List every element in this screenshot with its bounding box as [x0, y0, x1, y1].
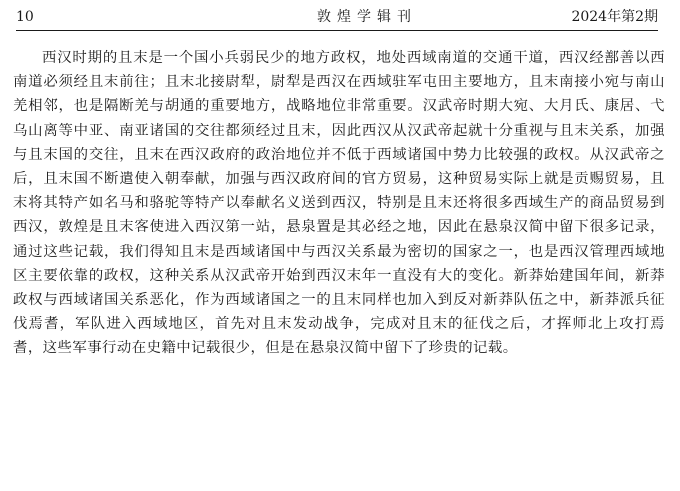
header-rule — [16, 30, 658, 31]
body-paragraph: 西汉时期的且末是一个国小兵弱民少的地方政权，地处西域南道的交通干道，西汉经鄯善以西南道必须经且末前往；且末北接尉犁，尉犁是西汉在西域驻军屯田主要地方，且末南接小宛与南山羌相邻，也是隔断羌与胡通的重要地方，战略地位非常重要。汉武帝时期大宛、大月氏、康居、弋乌山离等中亚、南亚诸国的交往都须经过且末，因此西汉从汉武帝起就十分重视与且末关系，加强与且末国的交往，且末在西汉政府的政治地位并不低于西域诸国中势力比较强的政权。从汉武帝之后，且末国不断遣使入朝奉献，加强与西汉政府间的官方贸易，这种贸易实际上就是贡赐贸易，且末将其特产如名马和骆驼等特产以奉献名义送到西汉，特别是且末还将很多西域生产的商品贸易到西汉，敦煌是且末客使进入西汉第一站，悬泉置是其必经之地，因此在悬泉汉简中留下很多记录，通过这些记载，我们得知且末是西域诸国中与西汉关系最为密切的国家之一，也是西汉管理西域地区主要依靠的政权，这种关系从汉武帝开始到西汉末年一直没有大的变化。新莽始建国年间，新莽政权与西域诸国关系恶化，作为西域诸国之一的且末同样也加入到反对新莽队伍之中，新莽派兵征伐焉耆，军队进入西域地区，首先对且末发动战争，完成对且末的征伐之后，才挥师北上攻打焉耆，这些军事行动在史籍中记载很少，但是在悬泉汉简中留下了珍贵的记载。 — [13, 50, 665, 357]
running-header — [16, 6, 658, 28]
issue-label: 2024年第2期 — [571, 9, 658, 25]
journal-title: 敦煌学辑刊 — [317, 9, 417, 25]
page-number: 10 — [16, 9, 34, 25]
